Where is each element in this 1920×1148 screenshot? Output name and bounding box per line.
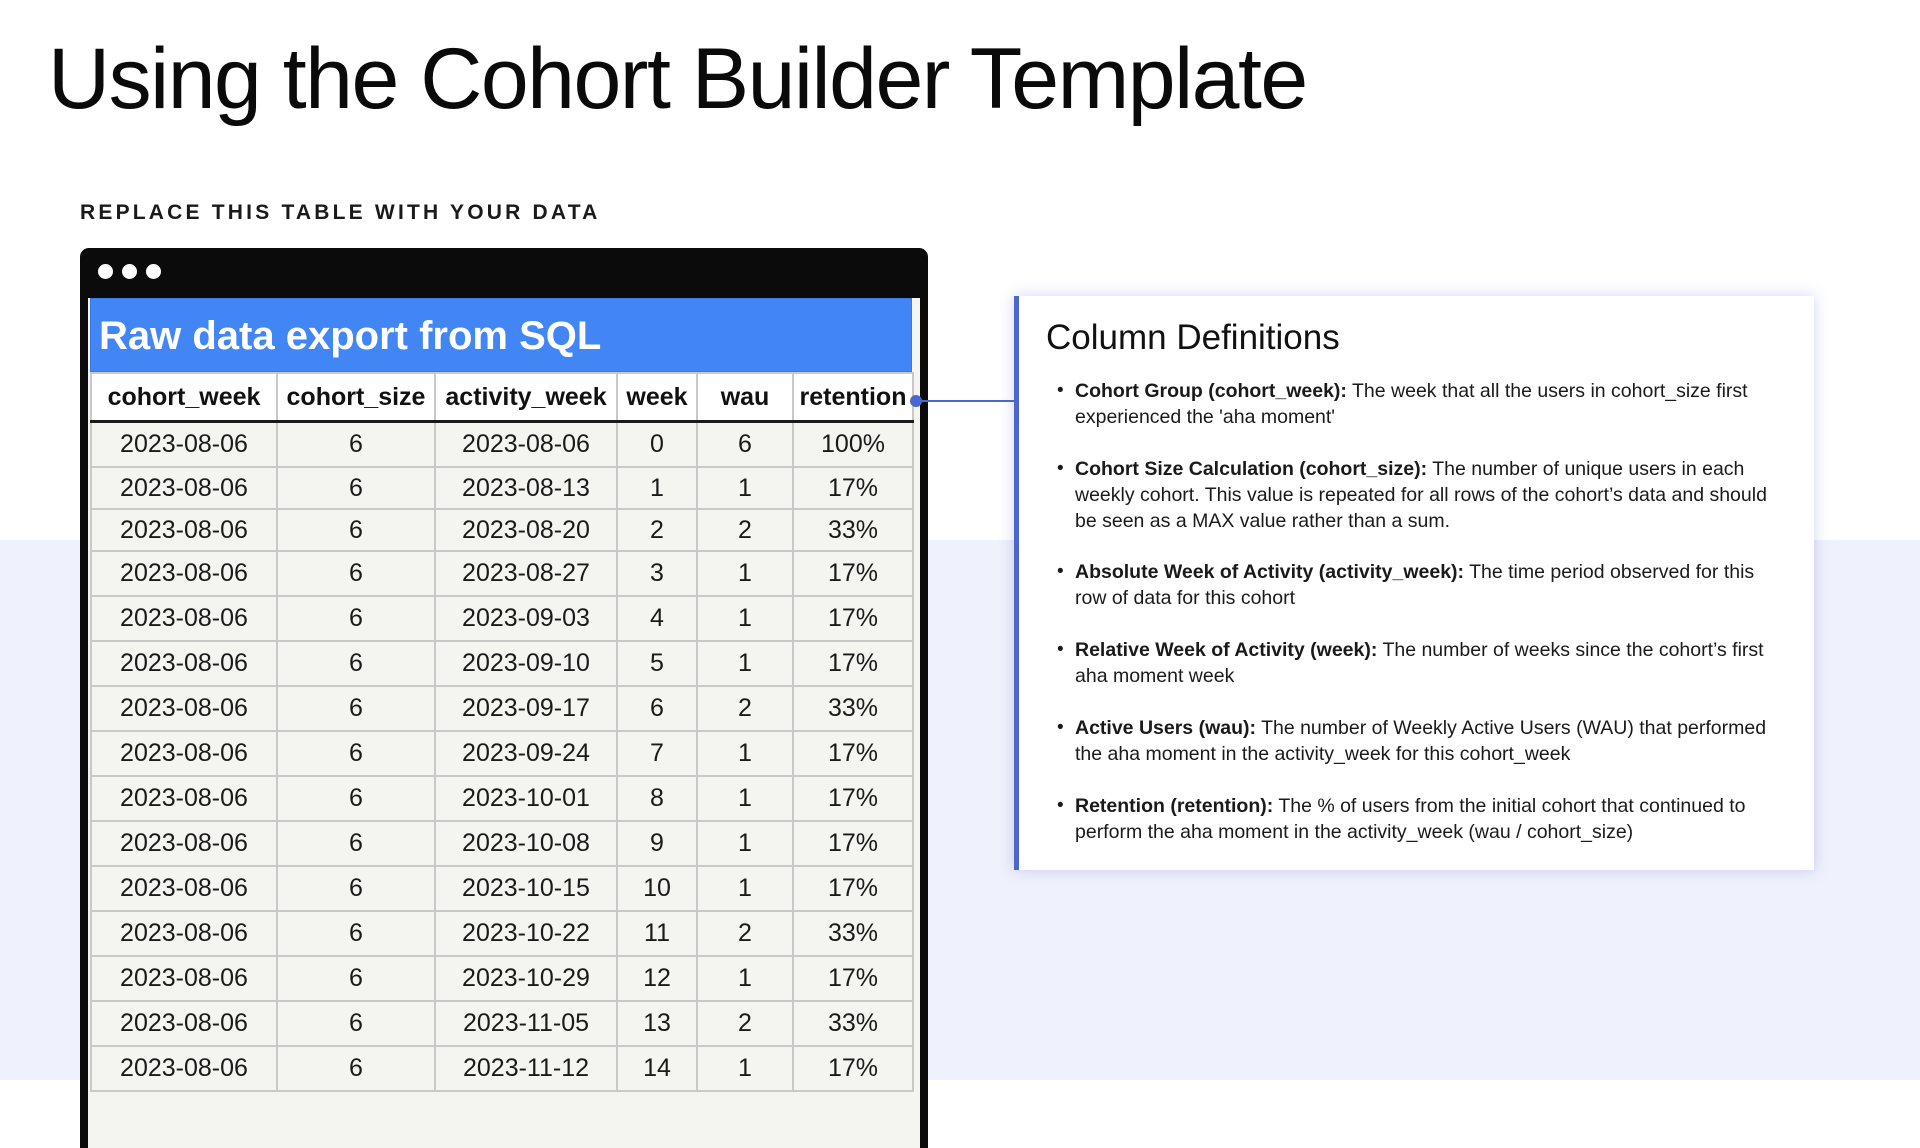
table-cell[interactable]: 2023-08-06 [91,956,277,1001]
table-cell[interactable]: 2023-08-06 [435,422,617,468]
table-cell[interactable]: 2023-08-06 [91,641,277,686]
table-cell[interactable]: 6 [277,1001,435,1046]
definition-term: Retention (retention): [1075,795,1274,817]
table-cell[interactable]: 2023-09-17 [435,686,617,731]
table-cell[interactable]: 33% [793,911,913,956]
table-cell[interactable]: 2023-08-13 [435,467,617,509]
table-row [91,1046,913,1091]
table-cell[interactable]: 2 [697,686,793,731]
column-header[interactable]: activity_week [435,373,617,422]
table-cell[interactable]: 7 [617,731,697,776]
table-cell[interactable]: 17% [793,821,913,866]
table-cell[interactable]: 2023-09-24 [435,731,617,776]
table-cell[interactable]: 17% [793,596,913,641]
browser-window-mockup [80,248,928,1148]
table-body [91,422,913,1092]
window-controls [98,264,161,279]
table-cell[interactable]: 2023-08-06 [91,422,277,468]
table-row [91,641,913,686]
table-cell[interactable]: 1 [697,866,793,911]
table-cell[interactable]: 2023-09-10 [435,641,617,686]
column-header[interactable]: cohort_week [91,373,277,422]
table-cell[interactable]: 6 [277,821,435,866]
table-row [91,422,913,468]
table-cell[interactable]: 2023-08-06 [91,686,277,731]
table-cell[interactable]: 2023-08-06 [91,911,277,956]
table-cell[interactable]: 5 [617,641,697,686]
definitions-list [1019,378,1799,871]
table-row [91,956,913,1001]
definition-item [1019,559,1799,611]
table-cell[interactable]: 6 [277,467,435,509]
table-row [91,731,913,776]
window-dot-icon [122,264,137,279]
table-cell[interactable]: 13 [617,1001,697,1046]
table-cell[interactable]: 8 [617,776,697,821]
table-cell[interactable]: 17% [793,956,913,1001]
table-cell[interactable]: 6 [277,641,435,686]
table-cell[interactable]: 6 [277,731,435,776]
table-cell[interactable]: 6 [697,422,793,468]
connector-line [916,400,1014,402]
table-cell[interactable]: 1 [697,551,793,596]
table-cell[interactable]: 2 [617,509,697,551]
table-cell[interactable]: 4 [617,596,697,641]
bullet-icon: • [1057,380,1064,401]
table-cell[interactable]: 2023-08-06 [91,467,277,509]
table-cell[interactable]: 2023-08-06 [91,1046,277,1091]
table-cell[interactable]: 2 [697,911,793,956]
table-cell[interactable]: 1 [697,467,793,509]
column-header[interactable]: week [617,373,697,422]
table-cell[interactable]: 17% [793,641,913,686]
table-cell[interactable]: 2023-10-15 [435,866,617,911]
table-cell[interactable]: 2023-08-06 [91,821,277,866]
table-cell[interactable]: 1 [697,956,793,1001]
table-cell[interactable]: 17% [793,551,913,596]
definition-item [1019,378,1799,430]
table-header-row [91,373,913,422]
bullet-icon: • [1057,795,1064,816]
definition-item [1019,793,1799,845]
table-cell[interactable]: 1 [617,467,697,509]
table-cell[interactable]: 2023-08-06 [91,1001,277,1046]
table-cell[interactable]: 2023-08-06 [91,731,277,776]
definition-text: The % of users from the initial cohort that continued to perform the aha moment in the activity_week (wau / cohort_size) [1075,795,1746,843]
table-cell[interactable]: 33% [793,1001,913,1046]
table-cell[interactable]: 17% [793,467,913,509]
column-definitions-card [1014,296,1814,870]
bullet-icon: • [1057,639,1064,660]
table-cell[interactable]: 6 [277,422,435,468]
table-cell[interactable]: 2023-08-06 [91,551,277,596]
table-cell[interactable]: 2023-11-12 [435,1046,617,1091]
bullet-icon: • [1057,717,1064,738]
data-table [90,372,914,1092]
table-cell[interactable]: 12 [617,956,697,1001]
table-cell[interactable]: 2023-08-20 [435,509,617,551]
table-cell[interactable]: 2023-09-03 [435,596,617,641]
spreadsheet [88,298,920,1148]
table-cell[interactable]: 17% [793,731,913,776]
table-row [91,776,913,821]
table-row [91,596,913,641]
table-cell[interactable]: 3 [617,551,697,596]
sheet-title: Raw data export from SQL [90,298,912,372]
table-cell[interactable]: 1 [697,731,793,776]
table-cell[interactable]: 6 [277,551,435,596]
window-dot-icon [146,264,161,279]
table-cell[interactable]: 6 [277,1046,435,1091]
card-title: Column Definitions [1046,318,1340,357]
table-row [91,551,913,596]
definition-item [1019,715,1799,767]
table-cell[interactable]: 17% [793,1046,913,1091]
definition-term: Cohort Group (cohort_week): [1075,380,1347,402]
table-cell[interactable]: 6 [277,866,435,911]
definition-text: The week that all the users in cohort_size first experienced the 'aha moment' [1075,380,1748,428]
table-cell[interactable]: 9 [617,821,697,866]
table-cell[interactable]: 10 [617,866,697,911]
table-cell[interactable]: 2023-08-06 [91,776,277,821]
table-cell[interactable]: 2023-10-22 [435,911,617,956]
table-row [91,866,913,911]
window-dot-icon [98,264,113,279]
table-cell[interactable]: 6 [277,509,435,551]
table-cell[interactable]: 2023-11-05 [435,1001,617,1046]
table-cell[interactable]: 6 [277,596,435,641]
table-cell[interactable]: 1 [697,596,793,641]
table-cell[interactable]: 2023-10-01 [435,776,617,821]
table-cell[interactable]: 6 [277,911,435,956]
table-cell[interactable]: 2023-08-27 [435,551,617,596]
column-header[interactable]: retention [793,373,913,422]
bullet-icon: • [1057,458,1064,479]
table-cell[interactable]: 2023-08-06 [91,866,277,911]
table-cell[interactable]: 11 [617,911,697,956]
table-cell[interactable]: 14 [617,1046,697,1091]
table-row [91,467,913,509]
definition-term: Relative Week of Activity (week): [1075,639,1378,661]
table-cell[interactable]: 2023-08-06 [91,509,277,551]
bullet-icon: • [1057,561,1064,582]
column-header[interactable]: cohort_size [277,373,435,422]
table-cell[interactable]: 2023-10-29 [435,956,617,1001]
definition-text: The number of weeks since the cohort’s first aha moment week [1075,639,1764,687]
table-cell[interactable]: 2 [697,509,793,551]
table-cell[interactable]: 6 [277,776,435,821]
page-title: Using the Cohort Builder Template [48,31,1307,127]
table-cell[interactable]: 100% [793,422,913,468]
table-cell[interactable]: 17% [793,866,913,911]
table-cell[interactable]: 6 [277,686,435,731]
definition-text: The number of Weekly Active Users (WAU) that performed the aha moment in the activity_week for this cohort_week [1075,717,1767,765]
table-cell[interactable]: 6 [617,686,697,731]
table-cell[interactable]: 2023-10-08 [435,821,617,866]
table-row [91,1001,913,1046]
table-cell[interactable]: 2023-08-06 [91,596,277,641]
table-cell[interactable]: 33% [793,509,913,551]
column-header[interactable]: wau [697,373,793,422]
section-label: REPLACE THIS TABLE WITH YOUR DATA [80,201,601,224]
table-cell[interactable]: 2 [697,1001,793,1046]
table-cell[interactable]: 1 [697,641,793,686]
table-cell[interactable]: 1 [697,1046,793,1091]
table-cell[interactable]: 0 [617,422,697,468]
definition-term: Absolute Week of Activity (activity_week): [1075,561,1465,583]
definition-item [1019,456,1799,534]
definition-term: Cohort Size Calculation (cohort_size): [1075,458,1428,480]
definition-text: The time period observed for this row of data for this cohort [1075,561,1755,609]
table-row [91,911,913,956]
table-cell[interactable]: 33% [793,686,913,731]
table-cell[interactable]: 6 [277,956,435,1001]
definition-text: The number of unique users in each weekly cohort. This value is repeated for all rows of the cohort’s data and should be seen as a MAX value rather than a sum. [1075,458,1767,532]
table-row [91,686,913,731]
table-cell[interactable]: 17% [793,776,913,821]
table-row [91,821,913,866]
definition-item [1019,637,1799,689]
definition-term: Active Users (wau): [1075,717,1256,739]
table-row [91,509,913,551]
table-cell[interactable]: 1 [697,821,793,866]
table-cell[interactable]: 1 [697,776,793,821]
